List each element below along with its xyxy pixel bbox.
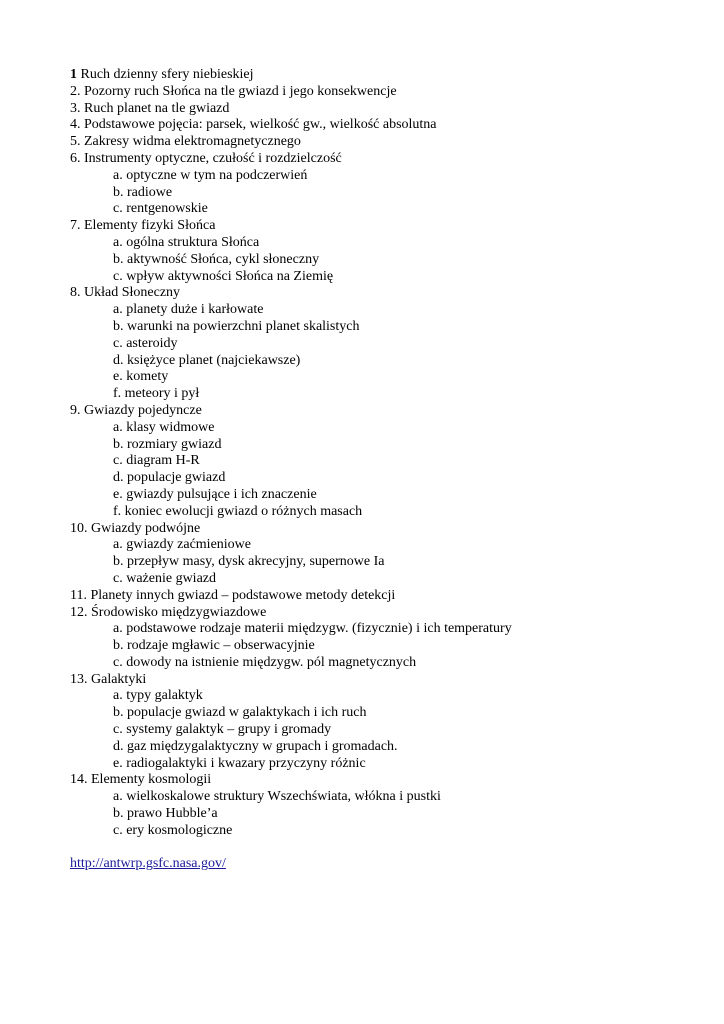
outline-subitem: b. populacje gwiazd w galaktykach i ich ruch	[113, 705, 367, 721]
outline-subitem: c. wpływ aktywności Słońca na Ziemię	[113, 268, 334, 284]
outline-item	[70, 101, 700, 118]
outline-item	[70, 403, 700, 420]
outline-subitem: a. typy galaktyk	[113, 688, 203, 704]
outline-subitem: c. ery kosmologiczne	[113, 822, 233, 838]
blank-line	[70, 840, 700, 857]
outline-subitem: a. klasy widmowe	[113, 419, 215, 435]
outline-item-number: 7.	[70, 218, 81, 234]
outline-subitem: a. planety duże i karłowate	[113, 302, 264, 318]
outline-item-number: 2.	[70, 83, 81, 99]
outline-item-number: 5.	[70, 134, 81, 150]
outline-item-number: 4.	[70, 117, 81, 133]
outline-item-number: 14.	[70, 772, 88, 788]
outline-item	[70, 285, 700, 302]
outline-item-text: Podstawowe pojęcia: parsek, wielkość gw., wielkość absolutna	[80, 117, 437, 133]
outline-subitem: a. wielkoskalowe struktury Wszechświata, włókna i pustki	[113, 789, 441, 805]
outline-subitem: e. komety	[113, 369, 169, 385]
outline-subitem: c. diagram H-R	[113, 453, 200, 469]
outline-item-text: Ruch dzienny sfery niebieskiej	[77, 67, 254, 82]
outline-item-text: Zakresy widma elektromagnetycznego	[80, 134, 301, 150]
outline-subitem: c. systemy galaktyk – grupy i gromady	[113, 722, 332, 738]
outline-subitem: f. meteory i pył	[113, 386, 200, 402]
outline-subitem: d. populacje gwiazd	[113, 470, 226, 486]
outline-subitem: c. asteroidy	[113, 335, 178, 351]
outline-item-number: 11.	[70, 587, 87, 603]
outline-item-text: Planety innych gwiazd – podstawowe metody detekcji	[86, 587, 396, 603]
outline-item-number: 12.	[70, 604, 88, 620]
outline-item-text: Środowisko międzygwiazdowe	[87, 604, 267, 620]
outline-item-text: Układ Słoneczny	[80, 285, 181, 301]
outline-subitem: b. warunki na powierzchni planet skalistych	[113, 318, 360, 334]
outline-item	[70, 672, 700, 689]
outline-subitem: e. radiogalaktyki i kwazary przyczyny różnic	[113, 755, 366, 771]
outline-subitem: b. rozmiary gwiazd	[113, 436, 222, 452]
outline-item	[70, 772, 700, 789]
outline-item	[70, 521, 700, 538]
reference-link[interactable]: http://antwrp.gsfc.nasa.gov/	[70, 856, 226, 872]
outline-item-number: 3.	[70, 100, 81, 116]
document-page	[70, 67, 700, 873]
outline-subitem: a. podstawowe rodzaje materii międzygw. (fizycznie) i ich temperatury	[113, 621, 512, 637]
outline-item-number: 8.	[70, 285, 81, 301]
outline-item-text: Gwiazdy pojedyncze	[80, 402, 202, 418]
outline-subitem: b. rodzaje mgławic – obserwacyjnie	[113, 638, 315, 654]
outline-subitem: b. radiowe	[113, 184, 173, 200]
outline-subitem: c. dowody na istnienie międzygw. pól magnetycznych	[113, 654, 417, 670]
outline-item-number: 10.	[70, 520, 88, 536]
outline-subitem: a. gwiazdy zaćmieniowe	[113, 537, 251, 553]
outline-item-text: Pozorny ruch Słońca na tle gwiazd i jego konsekwencje	[80, 83, 397, 99]
outline-item-number: 1	[70, 67, 77, 82]
outline-subitem: d. księżyce planet (najciekawsze)	[113, 352, 301, 368]
outline-item-number: 9.	[70, 402, 81, 418]
outline-item-text: Elementy kosmologii	[87, 772, 212, 788]
outline-item	[70, 151, 700, 168]
outline-subitem: c. ważenie gwiazd	[113, 570, 216, 586]
outline-subitem: a. ogólna struktura Słońca	[113, 234, 260, 250]
outline-item	[70, 588, 700, 605]
outline-item	[70, 134, 700, 151]
outline-item	[70, 605, 700, 622]
outline-subitem: b. przepływ masy, dysk akrecyjny, supernowe Ia	[113, 554, 385, 570]
outline-item-number: 13.	[70, 671, 88, 687]
outline-item-text: Galaktyki	[87, 671, 147, 687]
outline-subitem: f. koniec ewolucji gwiazd o różnych masach	[113, 503, 363, 519]
outline-subitem: e. gwiazdy pulsujące i ich znaczenie	[113, 486, 317, 502]
outline-item-text: Ruch planet na tle gwiazd	[80, 100, 230, 116]
reference-link-line	[70, 856, 700, 873]
outline-subitem: d. gaz międzygalaktyczny w grupach i gromadach.	[113, 738, 398, 754]
outline-subitem: a. optyczne w tym na podczerwień	[113, 167, 308, 183]
topic-outline	[70, 67, 700, 840]
outline-subitem: b. prawo Hubble’a	[113, 806, 218, 822]
outline-item	[70, 84, 700, 101]
outline-item	[70, 67, 700, 84]
outline-subitem: c. rentgenowskie	[113, 201, 208, 217]
outline-item-number: 6.	[70, 150, 81, 166]
outline-subitem: b. aktywność Słońca, cykl słoneczny	[113, 251, 320, 267]
outline-item-text: Elementy fizyki Słońca	[80, 218, 216, 234]
outline-item-text: Instrumenty optyczne, czułość i rozdzielczość	[80, 150, 342, 166]
outline-item	[70, 117, 700, 134]
outline-item-text: Gwiazdy podwójne	[87, 520, 201, 536]
outline-item	[70, 218, 700, 235]
